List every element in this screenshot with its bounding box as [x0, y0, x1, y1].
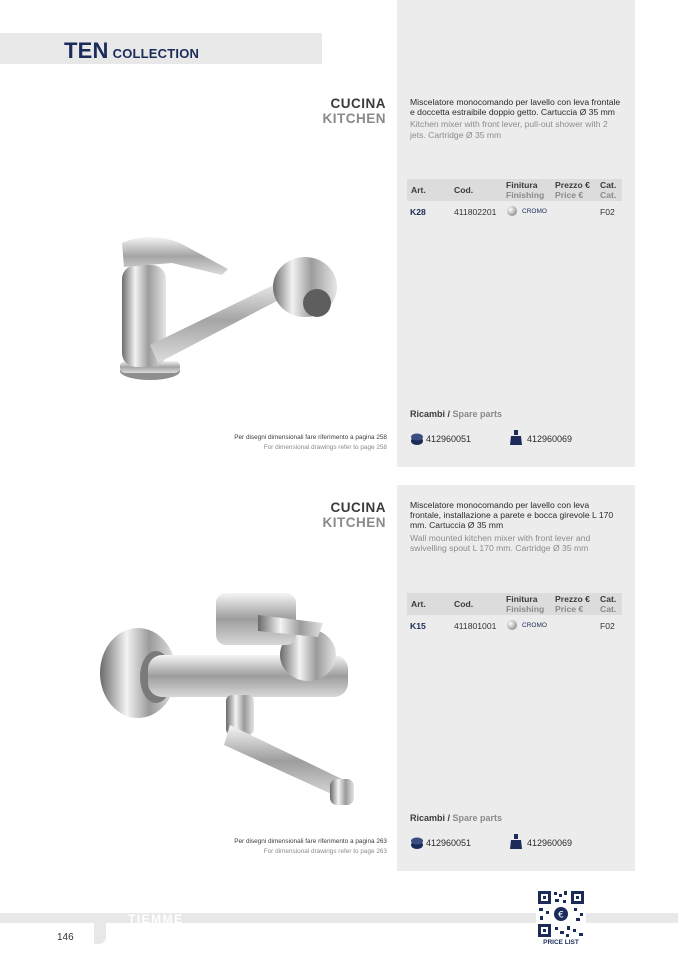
col-cat-en: Cat.	[600, 190, 617, 200]
spare-parts-title-2	[410, 813, 502, 823]
spare-part-code: 412960051	[426, 434, 472, 444]
col-cat-it: Cat.	[600, 180, 617, 190]
kitchen-mixer-pullout-image	[110, 225, 345, 390]
table-row	[407, 619, 622, 633]
product-description-1	[410, 97, 622, 140]
category-label-2	[323, 500, 387, 530]
reference-en: For dimensional drawings refer to page 258	[263, 444, 387, 451]
reference-it: Per disegni dimensionali fare riferimento a pagina 258	[234, 434, 387, 441]
finish-name: CROMO	[522, 208, 547, 215]
col-cod: Cod.	[454, 599, 474, 609]
spare-title-it: Ricambi /	[410, 813, 451, 823]
article-code: K28	[410, 207, 426, 217]
finish-name: CROMO	[522, 622, 547, 629]
reference-it: Per disegni dimensionali fare riferimento a pagina 263	[234, 838, 387, 845]
description-it: Miscelatore monocomando per lavello con leva frontale, installazione a parete e bocca girevole L 170 mm. Cartuccia Ø 35 mm	[410, 500, 614, 531]
category-it: CUCINA	[330, 500, 386, 515]
spare-title-en: Spare parts	[452, 813, 503, 823]
col-finish-en: Finishing	[506, 190, 545, 200]
wall-kitchen-mixer-image	[98, 585, 360, 810]
valve-icon	[509, 834, 523, 850]
col-price-en: Price €	[555, 190, 584, 200]
svg-text:€: €	[558, 910, 564, 921]
col-cat-en: Cat.	[600, 604, 617, 614]
table-header-1	[407, 179, 622, 201]
product-panel-1	[397, 0, 635, 467]
product-code: 411801001	[454, 621, 497, 631]
page-number: 146	[57, 932, 74, 943]
article-code: K15	[410, 621, 426, 631]
col-cod: Cod.	[454, 185, 474, 195]
spare-part-code: 412960051	[426, 838, 472, 848]
qr-code-icon[interactable]	[536, 889, 586, 939]
brand-name: TEN	[64, 38, 109, 63]
category-label-1	[323, 96, 387, 126]
category-en: KITCHEN	[322, 515, 386, 530]
product-description-2	[410, 500, 622, 553]
col-cat-it: Cat.	[600, 594, 617, 604]
product-code: 411802201	[454, 207, 497, 217]
category-en: KITCHEN	[322, 111, 386, 126]
dimension-reference-1	[234, 433, 387, 453]
chrome-finish-swatch-icon	[507, 620, 517, 630]
col-art: Art.	[411, 599, 426, 609]
reference-en: For dimensional drawings refer to page 263	[263, 848, 387, 855]
dimension-reference-2	[234, 837, 387, 857]
valve-icon	[509, 430, 523, 446]
col-finish-en: Finishing	[506, 604, 545, 614]
category-it: CUCINA	[330, 96, 386, 111]
cartridge-icon	[410, 432, 424, 446]
col-art: Art.	[411, 185, 426, 195]
spare-part-code: 412960069	[527, 434, 573, 444]
col-price-en: Price €	[555, 604, 584, 614]
table-row	[407, 205, 622, 219]
description-it: Miscelatore monocomando per lavello con leva frontale e doccetta estraibile doppio getto. Cartuccia Ø 35 mm	[410, 97, 621, 118]
category-code: F02	[600, 207, 615, 217]
collection-suffix: COLLECTION	[112, 46, 200, 61]
spare-title-it: Ricambi /	[410, 409, 451, 419]
cartridge-icon	[410, 836, 424, 850]
price-list-label: PRICE LIST	[543, 939, 579, 946]
tiemme-logo-mark-icon	[84, 912, 120, 946]
collection-title	[64, 38, 199, 64]
category-code: F02	[600, 621, 615, 631]
tiemme-logo: TIEMME	[128, 912, 184, 926]
col-finish-it: Finitura	[506, 180, 538, 190]
spare-title-en: Spare parts	[452, 409, 503, 419]
table-header-2	[407, 593, 622, 615]
spare-part-code: 412960069	[527, 838, 573, 848]
col-price-it: Prezzo €	[555, 594, 590, 604]
description-en: Kitchen mixer with front lever, pull-out shower with 2 jets. Cartridge Ø 35 mm	[410, 119, 608, 140]
chrome-finish-swatch-icon	[507, 206, 517, 216]
description-en: Wall mounted kitchen mixer with front lever and swivelling spout L 170 mm. Cartridge Ø 35 mm	[410, 532, 591, 553]
col-finish-it: Finitura	[506, 594, 538, 604]
col-price-it: Prezzo €	[555, 180, 590, 190]
spare-parts-title-1	[410, 409, 502, 419]
